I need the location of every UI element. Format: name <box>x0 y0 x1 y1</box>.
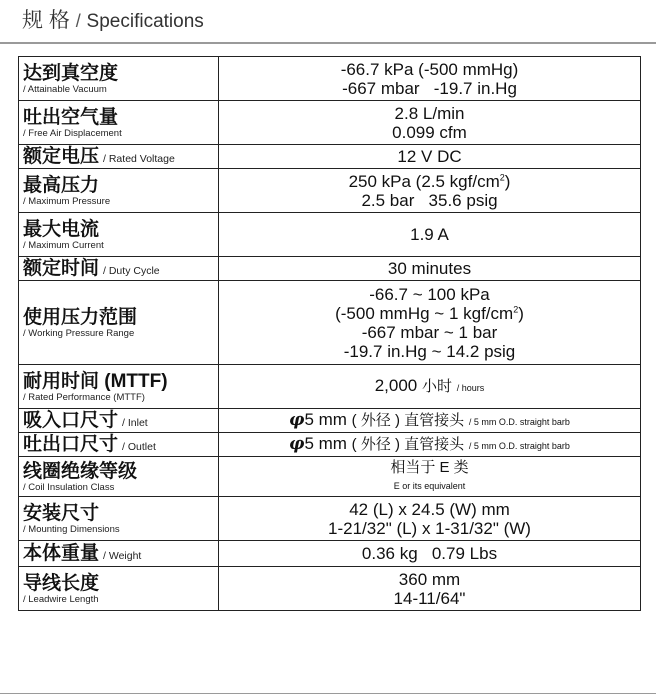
value-line: -667 mbar -19.7 in.Hg <box>342 78 517 98</box>
label-en: / Maximum Pressure <box>23 195 111 207</box>
table-row <box>19 433 641 457</box>
label-zh: 导线长度 <box>23 572 100 594</box>
value-line <box>219 304 640 323</box>
value-en: / 5 mm O.D. straight barb <box>468 440 570 451</box>
title-en: Specifications <box>86 11 204 32</box>
value-text: 250 kPa (2.5 kgf/cm <box>348 171 500 191</box>
value-en: / hours <box>456 382 485 393</box>
value-zh: ( 外径 ) 直管接头 <box>351 411 465 429</box>
label-en: / Coil Insulation Class <box>23 481 115 493</box>
row-label <box>19 433 219 457</box>
label-zh: 最高压力 <box>23 174 100 196</box>
label-zh: 额定时间 <box>23 258 100 279</box>
table-row <box>19 101 641 145</box>
diameter-symbol: φ <box>289 433 305 454</box>
row-value <box>219 567 641 611</box>
value-zh: ( 外径 ) 直管接头 <box>351 435 465 453</box>
value-line: 0.36 kg 0.79 Lbs <box>361 544 498 563</box>
value-line <box>219 172 640 191</box>
label-zh: 吐出口尺寸 <box>23 434 119 455</box>
value-line: 0.099 cfm <box>392 122 467 142</box>
row-label <box>19 169 219 213</box>
spec-table <box>18 56 641 611</box>
value-number: 2,000 <box>374 375 418 395</box>
value-line: 42 (L) x 24.5 (W) mm <box>349 499 510 519</box>
value-text: ) <box>518 303 524 323</box>
value-number: 5 mm <box>304 433 347 453</box>
footer-divider <box>0 693 656 694</box>
label-zh: 使用压力范围 <box>23 306 138 328</box>
value-en: / 5 mm O.D. straight barb <box>468 416 570 427</box>
value-line: -667 mbar ~ 1 bar <box>361 322 498 342</box>
label-zh: 吐出空气量 <box>23 106 119 128</box>
row-label <box>19 57 219 101</box>
value-line: -66.7 kPa (-500 mmHg) <box>340 59 519 79</box>
value-line: 2.5 bar 35.6 psig <box>361 190 498 210</box>
diameter-symbol: φ <box>289 409 305 430</box>
label-en: / Working Pressure Range <box>23 327 135 339</box>
table-row <box>19 145 641 169</box>
table-row <box>19 409 641 433</box>
row-value <box>219 497 641 541</box>
value-line: 30 minutes <box>387 259 472 278</box>
row-value <box>219 409 641 433</box>
table-row <box>19 365 641 409</box>
label-en: / Maximum Current <box>23 239 104 251</box>
label-en: / Rated Performance (MTTF) <box>23 391 145 403</box>
table-row <box>19 567 641 611</box>
row-label <box>19 101 219 145</box>
title-separator: / <box>75 11 81 31</box>
label-zh: 达到真空度 <box>23 62 119 84</box>
table-row <box>19 169 641 213</box>
row-value <box>219 541 641 567</box>
row-label <box>19 541 219 567</box>
value-line: 1-21/32" (L) x 1-31/32" (W) <box>328 518 531 538</box>
value-text: (-500 mmHg ~ 1 kgf/cm <box>335 303 514 323</box>
row-value <box>219 257 641 281</box>
row-value <box>219 281 641 365</box>
label-en: / Leadwire Length <box>23 593 99 605</box>
label-zh: 耐用时间 (MTTF) <box>23 370 168 392</box>
label-zh: 线圈绝缘等级 <box>23 460 138 482</box>
table-row <box>19 457 641 497</box>
label-en: / Mounting Dimensions <box>23 523 120 535</box>
table-row <box>19 257 641 281</box>
row-label <box>19 457 219 497</box>
label-zh: 额定电压 <box>23 146 100 167</box>
row-label <box>19 145 219 169</box>
value-line: -66.7 ~ 100 kPa <box>369 284 490 304</box>
label-zh: 吸入口尺寸 <box>23 410 119 431</box>
table-row <box>19 541 641 567</box>
row-label <box>19 213 219 257</box>
row-value <box>219 169 641 213</box>
value-line: -19.7 in.Hg ~ 14.2 psig <box>343 341 516 361</box>
row-label <box>19 497 219 541</box>
table-row <box>19 281 641 365</box>
row-value <box>219 57 641 101</box>
row-label <box>19 365 219 409</box>
value-line: 360 mm <box>398 569 461 589</box>
row-value <box>219 457 641 497</box>
table-row <box>19 57 641 101</box>
row-value <box>219 365 641 409</box>
row-label <box>19 281 219 365</box>
label-zh: 最大电流 <box>23 218 100 240</box>
label-zh: 本体重量 <box>23 543 100 564</box>
row-label <box>19 257 219 281</box>
label-en: / Free Air Displacement <box>23 127 122 139</box>
table-row <box>19 497 641 541</box>
value-zh: 小时 <box>422 377 453 395</box>
table-row <box>19 213 641 257</box>
row-value <box>219 145 641 169</box>
superscript: 2 <box>513 303 519 314</box>
label-en: / Attainable Vacuum <box>23 83 107 95</box>
page-title <box>22 6 642 36</box>
row-value <box>219 101 641 145</box>
value-zh: 相当于 E 类 <box>390 458 469 476</box>
value-line: 12 V DC <box>397 147 462 166</box>
label-en: / Rated Voltage <box>103 153 175 165</box>
header-divider <box>0 42 656 44</box>
row-label <box>19 567 219 611</box>
value-line: 14-11/64" <box>393 588 466 608</box>
label-zh: 安装尺寸 <box>23 502 100 524</box>
label-en: / Duty Cycle <box>103 265 160 277</box>
value-line: 1.9 A <box>410 225 449 244</box>
label-en: / Inlet <box>122 417 148 429</box>
title-zh: 规 格 <box>22 9 70 32</box>
value-line: 2.8 L/min <box>394 103 465 123</box>
row-value <box>219 213 641 257</box>
row-value <box>219 433 641 457</box>
value-en: E or its equivalent <box>393 480 466 491</box>
label-en: / Outlet <box>122 441 156 453</box>
value-text: ) <box>504 171 511 191</box>
superscript: 2 <box>499 171 505 182</box>
label-en: / Weight <box>103 550 142 562</box>
value-number: 5 mm <box>304 409 347 429</box>
row-label <box>19 409 219 433</box>
